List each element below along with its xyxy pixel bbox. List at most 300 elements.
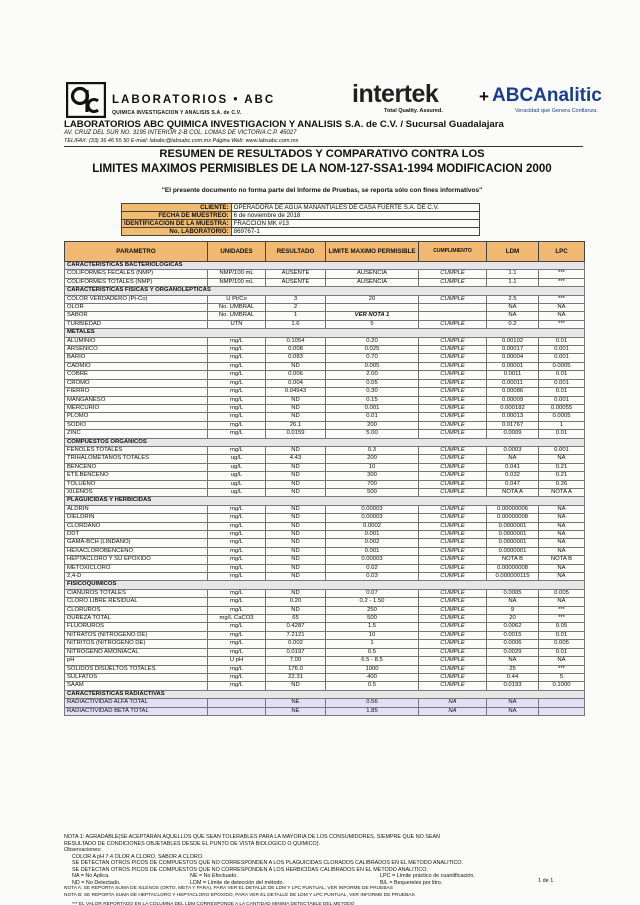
cell-cumplimiento: CUMPLE <box>419 270 487 278</box>
cell-limite: 1000 <box>326 665 419 673</box>
cell-lpc: 1 <box>539 421 585 429</box>
cell-parametro: SAAM <box>65 682 208 690</box>
table-row <box>65 354 585 362</box>
table-row <box>65 463 585 471</box>
cell-cumplimiento: CUMPLE <box>419 362 487 370</box>
cell-parametro: TURBIEDAD <box>65 320 208 328</box>
table-row <box>65 396 585 404</box>
company-contact: TEL/FAX: (33) 36 46 55 50 E-mail: lababc@labsabc.com.mx Página Web: www.labsabc.com.mx <box>64 138 299 144</box>
section-header-row <box>65 262 585 270</box>
cell-ldm: 0.0062 <box>487 623 539 631</box>
cell-cumplimiento <box>419 304 487 312</box>
cell-resultado: AUSENTE <box>266 278 326 286</box>
cell-unidades: ug/L <box>208 480 266 488</box>
cell-resultado: 26.1 <box>266 421 326 429</box>
cell-cumplimiento: CUMPLE <box>419 337 487 345</box>
table-row <box>65 320 585 328</box>
section-title: PLAGUICIDAS Y HERBICIDAS <box>65 497 585 505</box>
cell-lpc: *** <box>539 606 585 614</box>
cell-limite: 0.001 <box>326 547 419 555</box>
cell-limite: 0.001 <box>326 531 419 539</box>
cell-cumplimiento: CUMPLE <box>419 446 487 454</box>
cell-parametro: pH <box>65 657 208 665</box>
cell-resultado: NE <box>266 707 326 715</box>
table-row <box>65 404 585 412</box>
table-row <box>65 488 585 496</box>
cell-cumplimiento: CUMPLE <box>419 346 487 354</box>
cell-limite: AUSENCIA <box>326 270 419 278</box>
cell-lpc: NA <box>539 598 585 606</box>
cell-limite: 1.5 <box>326 623 419 631</box>
cell-resultado: 0.4287 <box>266 623 326 631</box>
cell-resultado: ND <box>266 413 326 421</box>
cell-resultado: ND <box>266 564 326 572</box>
table-row <box>65 388 585 396</box>
cell-lpc: *** <box>539 270 585 278</box>
section-title: COMPUESTOS ORGÁNICOS <box>65 438 585 446</box>
table-row <box>65 589 585 597</box>
cell-parametro: HEPTACLORO Y SU EPOXIDO <box>65 556 208 564</box>
cell-parametro: SULFATOS <box>65 673 208 681</box>
cell-unidades: No. UMBRAL <box>208 312 266 320</box>
cell-unidades: ug/L <box>208 472 266 480</box>
cell-lpc: NA <box>539 312 585 320</box>
table-row <box>65 413 585 421</box>
col-header-limite: LIMITE MAXIMO PERMISIBLE <box>326 242 419 262</box>
cell-resultado: 1 <box>266 312 326 320</box>
cell-resultado: ND <box>266 606 326 614</box>
cell-parametro: CLORUROS <box>65 606 208 614</box>
cell-cumplimiento: CUMPLE <box>419 430 487 438</box>
cell-parametro: SODIO <box>65 421 208 429</box>
info-value: 6 de noviembre de 2018 <box>231 212 479 220</box>
cell-parametro: ETILBENCENO <box>65 472 208 480</box>
note-1: NOTA 1: AGRADABLE(SE ACEPTARAN AQUELLOS QUE SEAN TOLERABLES PARA LA MAYORIA DE LOS CONSUMIDORES, SIEMPRE QUE NO SEAN <box>64 834 440 840</box>
cell-unidades: mg/L <box>208 337 266 345</box>
cell-resultado: 176.0 <box>266 665 326 673</box>
cell-lpc: *** <box>539 295 585 303</box>
cell-ldm: NA <box>487 304 539 312</box>
info-label: IDENTIFICACION DE LA MUESTRA: <box>122 220 232 228</box>
cell-resultado: ND <box>266 682 326 690</box>
notes-section <box>64 834 584 905</box>
abc-tagline: Veracidad que Genera Confianza. <box>515 108 598 114</box>
cell-lpc: 0.001 <box>539 354 585 362</box>
cell-ldm: 0.00001 <box>487 362 539 370</box>
cell-lpc: 0.05 <box>539 623 585 631</box>
table-row <box>65 278 585 286</box>
cell-parametro: TRIHALOMETANOS TOTALES <box>65 455 208 463</box>
cell-parametro: COLIFORMES FECALES (NMP) <box>65 270 208 278</box>
cell-ldm: NA <box>487 657 539 665</box>
cell-parametro: CROMO <box>65 379 208 387</box>
cell-cumplimiento: CUMPLE <box>419 539 487 547</box>
table-row <box>65 657 585 665</box>
cell-parametro: RADIACTIVIDAD BETA TOTAL <box>65 707 208 715</box>
cell-ldm: NA <box>487 707 539 715</box>
cell-lpc: *** <box>539 665 585 673</box>
cell-limite: 700 <box>326 480 419 488</box>
cell-lpc <box>539 699 585 707</box>
cell-resultado: ND <box>266 404 326 412</box>
cell-parametro: XILENOS <box>65 488 208 496</box>
cell-limite: 0.5 <box>326 648 419 656</box>
cell-lpc: 0.001 <box>539 346 585 354</box>
table-row <box>65 531 585 539</box>
report-title-line2: LIMITES MAXIMOS PERMISIBLES DE LA NOM-127-SSA1-1994 MODIFICACION 2000 <box>92 162 552 175</box>
intertek-logo: intertek <box>352 80 439 108</box>
cell-lpc: NA <box>539 564 585 572</box>
observation-1: COLOR A pH 7.4 OLOR A CLORO. SABOR A CLORO. <box>72 853 204 860</box>
section-title: FISICOQUÍMICOS <box>65 581 585 589</box>
cell-lpc: 0.01 <box>539 337 585 345</box>
cell-parametro: MERCURIO <box>65 404 208 412</box>
cell-limite: 0.01 <box>326 413 419 421</box>
cell-limite: 0.03 <box>326 573 419 581</box>
cell-ldm: 0.0011 <box>487 371 539 379</box>
cell-limite: 6.5 - 8.5 <box>326 657 419 665</box>
cell-cumplimiento: NA <box>419 707 487 715</box>
company-address: AV. CRUZ DEL SUR NO. 3195 INTERIOR 2-B COL. LOMAS DE VICTORIA C.P. 45027 <box>64 130 297 136</box>
cell-cumplimiento: CUMPLE <box>419 615 487 623</box>
table-row <box>65 648 585 656</box>
cell-resultado: 3 <box>266 295 326 303</box>
cell-lpc: 5 <box>539 673 585 681</box>
cell-cumplimiento: CUMPLE <box>419 421 487 429</box>
cell-lpc: 0.21 <box>539 463 585 471</box>
observations-label: Observaciones: <box>64 847 102 853</box>
cell-parametro: SOLIDOS DISUELTOS TOTALES <box>65 665 208 673</box>
cell-unidades: mg/L <box>208 573 266 581</box>
cell-parametro: FIERRO <box>65 388 208 396</box>
cell-cumplimiento: CUMPLE <box>419 556 487 564</box>
cell-unidades: mg/L <box>208 379 266 387</box>
cell-cumplimiento: CUMPLE <box>419 589 487 597</box>
cell-resultado: 4.43 <box>266 455 326 463</box>
cell-limite <box>326 304 419 312</box>
section-title: CARACTERISTICAS RADIACTIVAS <box>65 690 585 698</box>
cell-parametro: DUREZA TOTAL <box>65 615 208 623</box>
info-row <box>122 204 480 212</box>
cell-cumplimiento: CUMPLE <box>419 573 487 581</box>
cell-parametro: ZINC <box>65 430 208 438</box>
cell-ldm: 0.0015 <box>487 631 539 639</box>
cell-resultado: 0.0197 <box>266 648 326 656</box>
cell-cumplimiento: CUMPLE <box>419 278 487 286</box>
cell-unidades: mg/L <box>208 531 266 539</box>
section-header-row <box>65 497 585 505</box>
cell-parametro: BENCENO <box>65 463 208 471</box>
legend-ne: NE = No Efectuado. <box>190 873 238 879</box>
cell-unidades: mg/L CaCO3 <box>208 615 266 623</box>
cell-ldm: 0.0003 <box>487 446 539 454</box>
cell-lpc <box>539 707 585 715</box>
cell-unidades: mg/L <box>208 396 266 404</box>
cell-parametro: FENOLES TOTALES <box>65 446 208 454</box>
cell-unidades: mg/L <box>208 682 266 690</box>
cell-ldm: 0.00004 <box>487 354 539 362</box>
cell-resultado: 0.04943 <box>266 388 326 396</box>
cell-limite: 300 <box>326 472 419 480</box>
section-header-row <box>65 581 585 589</box>
cell-resultado: ND <box>266 446 326 454</box>
legend-lpc: LPC = Límite práctico de cuantificación. <box>380 873 475 879</box>
cell-cumplimiento: CUMPLE <box>419 606 487 614</box>
cell-resultado: ND <box>266 488 326 496</box>
observation-2: SE DETECTAN OTROS PICOS DE COMPUESTOS QUE NO CORRESPONDEN A LOS PLAGUICIDAS CLORADOS CALIBRADOS EN EL METODO ANALITICO. <box>72 860 463 866</box>
table-row <box>65 573 585 581</box>
cell-lpc: 0.001 <box>539 396 585 404</box>
cell-parametro: FLUORUROS <box>65 623 208 631</box>
company-name: LABORATORIOS ABC QUIMICA INVESTIGACION Y ANALISIS S.A. de C.V. / Sucursal Guadalajara <box>64 119 504 130</box>
cell-parametro: 2,4-D <box>65 573 208 581</box>
cell-ldm: 0.0000001 <box>487 531 539 539</box>
table-row <box>65 699 585 707</box>
col-header-cumplimiento: CUMPLIMIENTO <box>419 242 487 262</box>
col-header-resultado: RESULTADO <box>266 242 326 262</box>
cell-parametro: MANGANESO <box>65 396 208 404</box>
cell-ldm: 0.00102 <box>487 337 539 345</box>
cell-lpc: 0.001 <box>539 379 585 387</box>
cell-ldm: 1.1 <box>487 278 539 286</box>
cell-ldm: 0.0000001 <box>487 547 539 555</box>
cell-resultado: AUSENTE <box>266 270 326 278</box>
cell-cumplimiento: CUMPLE <box>419 396 487 404</box>
lab-subtitle: QUIMICA INVESTIGACION Y ANALISIS S.A. de C.V. <box>112 110 242 116</box>
table-row <box>65 480 585 488</box>
cell-cumplimiento: CUMPLE <box>419 547 487 555</box>
cell-ldm: NA <box>487 312 539 320</box>
cell-lpc: 0.01 <box>539 430 585 438</box>
cell-limite: 0.3 <box>326 446 419 454</box>
cell-lpc: NA <box>539 522 585 530</box>
cell-unidades <box>208 699 266 707</box>
cell-lpc: *** <box>539 615 585 623</box>
cell-limite: 0.2 - 1.50 <box>326 598 419 606</box>
cell-limite: 20 <box>326 295 419 303</box>
cell-parametro: SABOR <box>65 312 208 320</box>
cell-unidades: NMP/100 mL <box>208 270 266 278</box>
report-title-line1: RESUMEN DE RESULTADOS Y COMPARATIVO CONTRA LOS <box>159 148 485 160</box>
cell-unidades: mg/L <box>208 598 266 606</box>
cell-cumplimiento: CUMPLE <box>419 673 487 681</box>
cell-resultado: 1.6 <box>266 320 326 328</box>
cell-parametro: ALUMINIO <box>65 337 208 345</box>
cell-limite: 2.00 <box>326 371 419 379</box>
cell-ldm: 25 <box>487 665 539 673</box>
cell-lpc: NA <box>539 531 585 539</box>
cell-resultado: ND <box>266 573 326 581</box>
cell-ldm: 0.000182 <box>487 404 539 412</box>
cell-unidades: mg/L <box>208 421 266 429</box>
cell-limite: VER NOTA 1 <box>326 312 419 320</box>
table-row <box>65 631 585 639</box>
header-divider <box>64 146 583 147</box>
cell-ldm: NA <box>487 699 539 707</box>
table-row <box>65 362 585 370</box>
table-row <box>65 312 585 320</box>
cell-resultado: 0.083 <box>266 354 326 362</box>
cell-limite: 0.70 <box>326 354 419 362</box>
cell-limite: 0.56 <box>326 699 419 707</box>
cell-lpc: 0.0005 <box>539 362 585 370</box>
cell-limite: 5 <box>326 320 419 328</box>
cell-lpc: NA <box>539 505 585 513</box>
cell-limite: 10 <box>326 463 419 471</box>
cell-cumplimiento: CUMPLE <box>419 388 487 396</box>
cell-limite: 0.07 <box>326 589 419 597</box>
cell-limite: 1 <box>326 640 419 648</box>
cell-ldm: 0.44 <box>487 673 539 681</box>
cell-parametro: COBRE <box>65 371 208 379</box>
info-value: FRACCION MK #13 <box>231 220 479 228</box>
table-row <box>65 623 585 631</box>
results-table <box>64 241 585 716</box>
abc-logo <box>66 82 106 118</box>
cell-limite: 0.20 <box>326 337 419 345</box>
table-row <box>65 564 585 572</box>
cell-resultado: ND <box>266 396 326 404</box>
cell-cumplimiento: CUMPLE <box>419 463 487 471</box>
cell-cumplimiento: CUMPLE <box>419 648 487 656</box>
cell-resultado: ND <box>266 514 326 522</box>
cell-lpc: 0.01 <box>539 388 585 396</box>
logo-plus: + <box>479 87 489 106</box>
cell-lpc: NOTA B <box>539 556 585 564</box>
info-row <box>122 228 480 236</box>
cell-lpc: NA <box>539 455 585 463</box>
cell-limite: 0.001 <box>326 404 419 412</box>
cell-lpc: 0.00055 <box>539 404 585 412</box>
cell-lpc: 0.21 <box>539 472 585 480</box>
cell-parametro: NITRITOS (NITROGENO DE) <box>65 640 208 648</box>
section-title: CARACTERISTICAS FÍSICAS Y ORGANOLÉPTICAS <box>65 287 585 295</box>
section-header-row <box>65 287 585 295</box>
cell-cumplimiento: CUMPLE <box>419 413 487 421</box>
cell-limite: 0.5 <box>326 682 419 690</box>
section-header-row <box>65 438 585 446</box>
table-row <box>65 707 585 715</box>
cell-resultado: 7.00 <box>266 657 326 665</box>
legend-bl: B/L = Bequereles por litro. <box>380 879 443 886</box>
sample-info-table <box>121 203 480 236</box>
cell-unidades: U pH <box>208 657 266 665</box>
section-header-row <box>65 329 585 337</box>
cell-resultado: 0.006 <box>266 371 326 379</box>
info-row <box>122 212 480 220</box>
cell-parametro: CLORO LIBRE RESIDUAL <box>65 598 208 606</box>
cell-lpc: NA <box>539 573 585 581</box>
cell-ldm: NA <box>487 598 539 606</box>
cell-lpc: *** <box>539 278 585 286</box>
cell-parametro: OLOR <box>65 304 208 312</box>
table-row <box>65 640 585 648</box>
cell-resultado: 22.31 <box>266 673 326 681</box>
cell-unidades: mg/L <box>208 556 266 564</box>
cell-unidades: mg/L <box>208 505 266 513</box>
cell-unidades: mg/L <box>208 623 266 631</box>
cell-resultado: ND <box>266 463 326 471</box>
cell-unidades: mg/L <box>208 430 266 438</box>
cell-unidades: mg/L <box>208 346 266 354</box>
cell-ldm: 0.00011 <box>487 379 539 387</box>
section-title: CARACTERISTICAS BACTERIOLÓGICAS <box>65 262 585 270</box>
cell-unidades: No. UMBRAL <box>208 304 266 312</box>
col-header-unidades: UNIDADES <box>208 242 266 262</box>
cell-unidades: mg/L <box>208 388 266 396</box>
cell-unidades: mg/L <box>208 514 266 522</box>
table-row <box>65 598 585 606</box>
cell-cumplimiento: CUMPLE <box>419 623 487 631</box>
cell-resultado: ND <box>266 539 326 547</box>
table-row <box>65 421 585 429</box>
cell-lpc: 0.005 <box>539 589 585 597</box>
cell-resultado: ND <box>266 556 326 564</box>
cell-unidades: mg/L <box>208 589 266 597</box>
cell-unidades: mg/L <box>208 539 266 547</box>
cell-ldm: 0.0006 <box>487 640 539 648</box>
cell-resultado: NE <box>266 699 326 707</box>
cell-resultado: 0.1054 <box>266 337 326 345</box>
cell-lpc: NA <box>539 514 585 522</box>
table-row <box>65 522 585 530</box>
cell-lpc: 0.001 <box>539 446 585 454</box>
cell-unidades: mg/L <box>208 606 266 614</box>
cell-ldm: 0.00086 <box>487 388 539 396</box>
cell-limite: 10 <box>326 631 419 639</box>
cell-limite: 1.85 <box>326 707 419 715</box>
cell-ldm: 0.00013 <box>487 413 539 421</box>
cell-unidades: UTN <box>208 320 266 328</box>
cell-lpc: 0.01 <box>539 371 585 379</box>
cell-unidades: mg/L <box>208 446 266 454</box>
cell-ldm: 0.0005 <box>487 589 539 597</box>
cell-unidades: mg/L <box>208 522 266 530</box>
cell-limite: 0.30 <box>326 388 419 396</box>
cell-resultado: 2 <box>266 304 326 312</box>
legend-na: NA = No Aplica. <box>72 873 110 879</box>
cell-resultado: 65 <box>266 615 326 623</box>
cell-cumplimiento: CUMPLE <box>419 320 487 328</box>
cell-ldm: NA <box>487 455 539 463</box>
cell-parametro: NITRATOS (NITROGENO DE) <box>65 631 208 639</box>
observation-3: SE DETECTAN OTROS PICOS DE COMPUESTOS QUE NO CORRESPONDEN A LOS HERBICIDAS CALIBRADOS EN EL METODO ANALITICO. <box>72 866 428 873</box>
cell-cumplimiento: CUMPLE <box>419 531 487 539</box>
cell-parametro: DIELDRIN <box>65 514 208 522</box>
cell-cumplimiento: CUMPLE <box>419 665 487 673</box>
cell-cumplimiento: CUMPLE <box>419 371 487 379</box>
cell-parametro: ALDRIN <box>65 505 208 513</box>
cell-cumplimiento: CUMPLE <box>419 488 487 496</box>
table-row <box>65 304 585 312</box>
table-row <box>65 455 585 463</box>
cell-lpc: 0.26 <box>539 480 585 488</box>
cell-ldm: 9 <box>487 606 539 614</box>
table-row <box>65 673 585 681</box>
cell-cumplimiento: CUMPLE <box>419 379 487 387</box>
cell-limite: 0.002 <box>326 539 419 547</box>
cell-lpc: NA <box>539 547 585 555</box>
info-value: OPERADORA DE AGUA MANANTIALES DE CASA FUERTE S.A. DE C.V. <box>231 204 479 212</box>
cell-parametro: CIANUROS TOTALES <box>65 589 208 597</box>
intertek-tagline: Total Quality. Assured. <box>384 108 443 114</box>
info-value: 869767-1 <box>231 228 479 236</box>
cell-resultado: ND <box>266 522 326 530</box>
table-row <box>65 379 585 387</box>
table-row <box>65 539 585 547</box>
table-row <box>65 665 585 673</box>
cell-ldm: 0.00017 <box>487 346 539 354</box>
